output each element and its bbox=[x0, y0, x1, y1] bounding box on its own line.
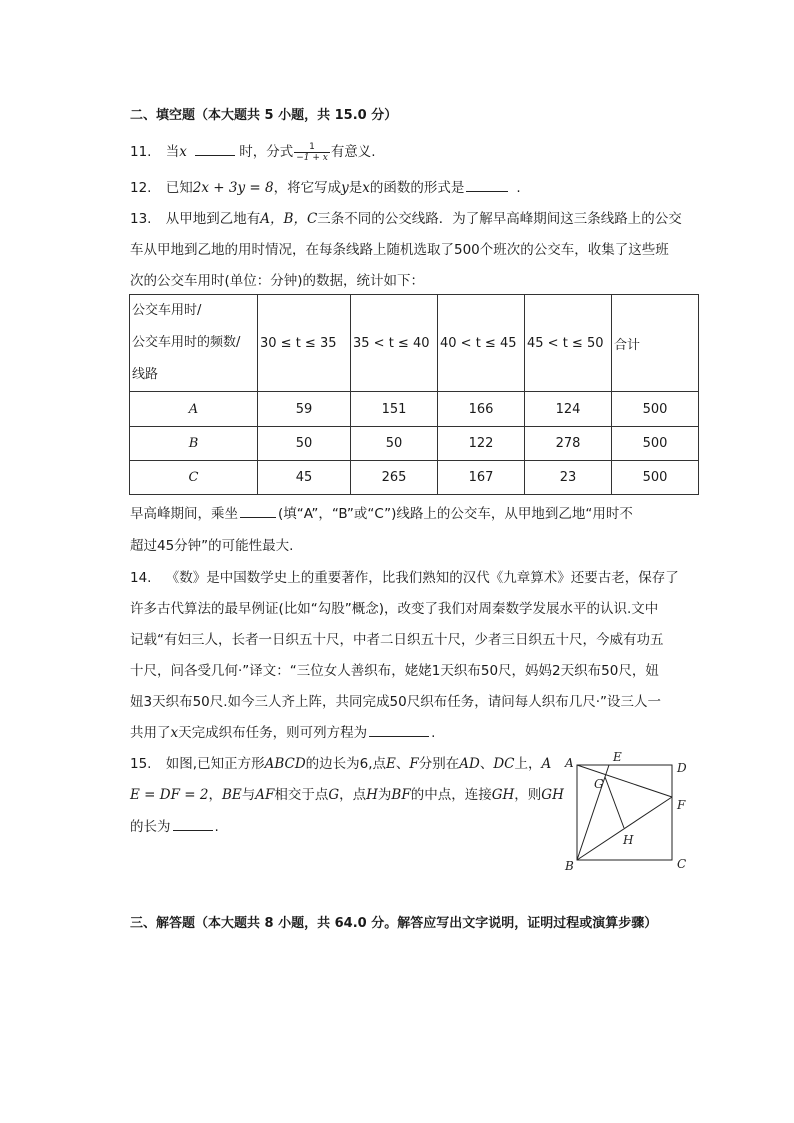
segment-af bbox=[577, 765, 672, 797]
table-cell: 151 bbox=[351, 392, 438, 427]
data-table bbox=[129, 294, 699, 495]
table-header-row bbox=[130, 295, 699, 392]
table-cell: 500 bbox=[612, 461, 699, 495]
question-13-after-line-2: 超过45分钟”的可能性最大. bbox=[130, 538, 294, 554]
table-header-cell: 35 < t ≤ 40 bbox=[351, 295, 438, 392]
question-number: 12. bbox=[130, 180, 152, 196]
table-cell: 265 bbox=[351, 461, 438, 495]
fraction: $\frac{1}{-1 + x}$ bbox=[296, 141, 328, 163]
question-14-line-3: 记载“有妇三人，长者一日织五十尺，中者二日织五十尺，少者三日织五十尺，今威有功五 bbox=[130, 632, 664, 648]
table-cell: 500 bbox=[612, 392, 699, 427]
table-cell: 122 bbox=[438, 427, 525, 461]
point-label-g: G bbox=[594, 777, 604, 791]
point-label-a: A bbox=[565, 756, 574, 770]
question-13-after-line-1: 早高峰期间，乘坐 (填“A”，“B”或“C”)线路上的公交车，从甲地到乙地“用时不 bbox=[130, 506, 633, 522]
question-14-line-5: 妞3天织布50尺.如今三人齐上阵，共同完成50尺织布任务，请问每人织布几尺·”设三人一 bbox=[130, 694, 662, 710]
question-15-line-3: 的长为 . bbox=[130, 819, 219, 835]
table-row bbox=[130, 392, 699, 427]
table-cell: 166 bbox=[438, 392, 525, 427]
table-cell: 124 bbox=[525, 392, 612, 427]
point-label-f: F bbox=[677, 798, 686, 812]
table-cell: 167 bbox=[438, 461, 525, 495]
question-15-line-2: E = DF = 2，BE与AF相交于点G，点H为BF的中点，连接GH，则GH bbox=[130, 787, 564, 803]
question-12: 12. 已知2x + 3y = 8，将它写成y是x的函数的形式是 . bbox=[130, 180, 521, 196]
table-corner-header: 公交车用时/ 公交车用时的频数/ 线路 bbox=[130, 295, 258, 392]
table-cell: 59 bbox=[258, 392, 351, 427]
answer-blank[interactable] bbox=[466, 179, 508, 192]
question-13-line-3: 次的公交车用时(单位：分钟)的数据，统计如下： bbox=[130, 273, 425, 289]
segment-be bbox=[577, 765, 609, 860]
point-label-c: C bbox=[677, 857, 687, 871]
table-header-cell: 45 < t ≤ 50 bbox=[525, 295, 612, 392]
point-label-b: B bbox=[565, 859, 574, 873]
point-label-h: H bbox=[623, 833, 634, 847]
segment-bf bbox=[577, 797, 672, 860]
question-number: 11. bbox=[130, 144, 152, 160]
table-cell: 500 bbox=[612, 427, 699, 461]
question-11: 11. 当x 时，分式 $\frac{1}{-1 + x}$ 有意义. bbox=[130, 141, 376, 163]
question-14-line-4: 十尺，问各受几何·”译文：“三位女人善织布，姥姥1天织布50尺，妈妈2天织布50尺，妞 bbox=[130, 663, 659, 679]
table-row-label: A bbox=[130, 392, 258, 427]
table-header-cell: 30 ≤ t ≤ 35 bbox=[258, 295, 351, 392]
question-number: 13. bbox=[130, 211, 152, 227]
question-14-line-1: 14. 《数》是中国数学史上的重要著作，比我们熟知的汉代《九章算术》还要古老，保存了 bbox=[130, 570, 679, 586]
segment-gh bbox=[605, 777, 624, 828]
table-cell: 50 bbox=[351, 427, 438, 461]
answer-blank[interactable] bbox=[173, 818, 213, 831]
question-14-line-6: 共用了x天完成织布任务，则可列方程为 . bbox=[130, 725, 436, 741]
table-row bbox=[130, 427, 699, 461]
question-14-line-2: 许多古代算法的最早例证(比如“勾股”概念)，改变了我们对周秦数学发展水平的认识.文中 bbox=[130, 601, 659, 617]
answer-blank[interactable] bbox=[369, 724, 429, 737]
table-row-label: B bbox=[130, 427, 258, 461]
table-cell: 23 bbox=[525, 461, 612, 495]
table-cell: 45 bbox=[258, 461, 351, 495]
section-heading: 二、填空题（本大题共 5 小题，共 15.0 分） bbox=[130, 108, 398, 123]
point-label-d: D bbox=[677, 761, 687, 775]
question-number: 15. bbox=[130, 756, 152, 772]
question-15-line-1: 15. 如图,已知正方形ABCD的边长为6,点E、F分别在AD、DC上，A bbox=[130, 756, 552, 772]
question-13-line-2: 车从甲地到乙地的用时情况，在每条线路上随机选取了500个班次的公交车，收集了这些班 bbox=[130, 242, 669, 258]
table-cell: 50 bbox=[258, 427, 351, 461]
table-header-cell: 合计 bbox=[612, 295, 699, 392]
answer-blank[interactable] bbox=[240, 505, 276, 518]
question-13-line-1: 13. 从甲地到乙地有A，B，C三条不同的公交线路．为了解早高峰期间这三条线路上的公交 bbox=[130, 211, 682, 227]
point-label-e: E bbox=[613, 750, 622, 764]
table-row-label: C bbox=[130, 461, 258, 495]
table-header-cell: 40 < t ≤ 45 bbox=[438, 295, 525, 392]
geometry-figure bbox=[560, 748, 700, 878]
section-heading: 三、解答题（本大题共 8 小题，共 64.0 分。解答应写出文字说明，证明过程或演算步骤） bbox=[130, 916, 658, 931]
table-cell: 278 bbox=[525, 427, 612, 461]
table-row bbox=[130, 461, 699, 495]
answer-blank[interactable] bbox=[195, 143, 235, 156]
question-number: 14. bbox=[130, 570, 152, 586]
